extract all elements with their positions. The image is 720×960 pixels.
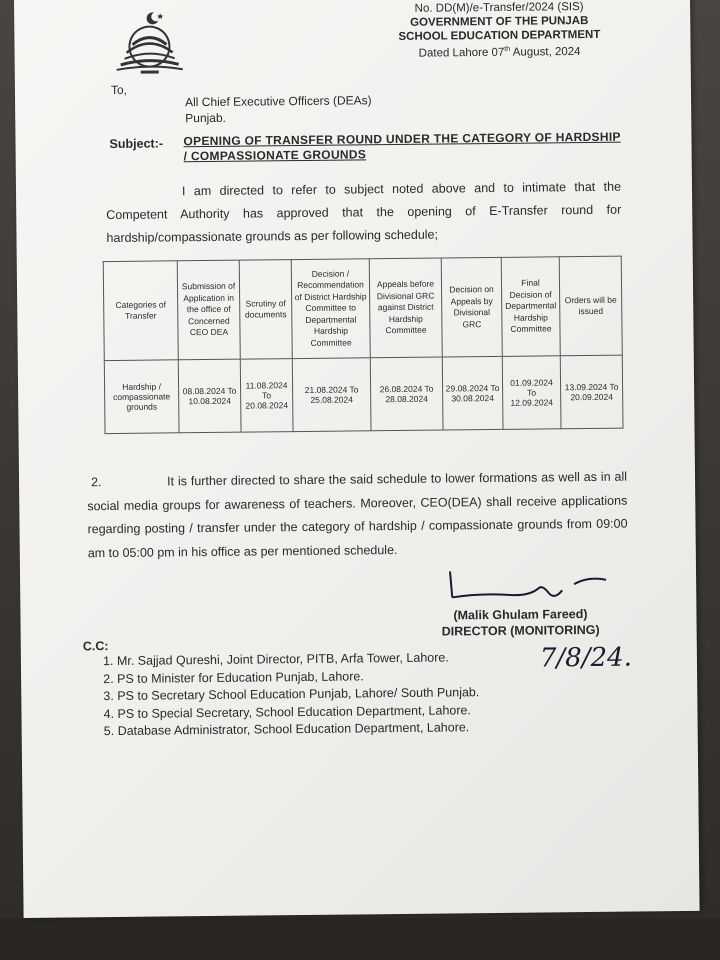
column-header: Decision / Recommendation of District Hardship Committee to Departmental Hardship Committee <box>291 259 370 359</box>
table-cell: 13.09.2024 To 20.09.2024 <box>560 355 623 429</box>
cc-label: C.C: <box>82 639 109 654</box>
table-cell: Hardship / compassionate grounds <box>104 360 179 434</box>
letter-date: Dated Lahore 07th August, 2024 <box>418 45 581 60</box>
signature-mark <box>438 566 618 608</box>
table-row <box>104 355 623 433</box>
subject-label: Subject:- <box>109 136 164 152</box>
column-header: Decision on Appeals by Divisional GRC <box>441 257 502 357</box>
to-label: To, <box>110 82 128 97</box>
addressee <box>185 92 372 126</box>
column-header: Categories of Transfer <box>103 261 178 361</box>
letter-header <box>374 0 625 61</box>
column-header: Final Decision of Departmental Hardship Committee <box>501 257 560 357</box>
column-header: Orders will be issued <box>559 256 622 356</box>
desk-surface <box>0 918 720 960</box>
list-item: 5. Database Administrator, School Education Department, Lahore. <box>118 718 638 741</box>
list-item: 1. Mr. Sajjad Qureshi, Joint Director, PITB, Arfa Tower, Lahore. <box>117 648 637 671</box>
subject-text: OPENING OF TRANSFER ROUND UNDER THE CATEGORY OF HARDSHIP / COMPASSIONATE GROUNDS <box>183 129 621 164</box>
list-item: 3. PS to Secretary School Education Punjab, Lahore/ South Punjab. <box>117 683 637 706</box>
table-cell: 21.08.2024 To 25.08.2024 <box>292 358 371 432</box>
schedule-table <box>103 256 624 434</box>
paragraph-1: I am directed to refer to subject noted above and to intimate that the Competent Authority has approved that the opening of E-Transfer round for hardship/compassionate grounds as per following schedule; <box>106 179 622 246</box>
list-item: 4. PS to Special Secretary, School Education Department, Lahore. <box>117 700 637 723</box>
government-name: GOVERNMENT OF THE PUNJAB <box>410 14 589 29</box>
reference-number: No. DD(M)/e-Transfer/2024 (SIS) <box>414 1 584 15</box>
table-header-row <box>103 256 622 360</box>
table-cell: 01.09.2024 To 12.09.2024 <box>502 356 561 430</box>
table-cell: 11.08.2024 To 20.08.2024 <box>240 359 293 433</box>
table-cell: 26.08.2024 To 28.08.2024 <box>370 357 443 431</box>
column-header: Appeals before Divisional GRC against District Hardship Committee <box>369 258 442 358</box>
paragraph-2 <box>87 466 628 566</box>
department-name: SCHOOL EDUCATION DEPARTMENT <box>398 28 601 43</box>
paragraph-2-number: 2. <box>90 475 102 490</box>
paragraph-2-text: It is further directed to share the said schedule to lower formations as well as in all social media groups for awareness of teachers. Moreover, CEO(DEA) shall receive applications regarding posting / transfer under the category of hardship / compassionate grounds from 09:00 am to 05:00 pm in his office as per mentioned schedule. <box>87 469 628 560</box>
handwritten-date-text: 7/8/24. <box>539 642 633 674</box>
column-header: Submission of Application in the office of Concerned CEO DEA <box>177 260 240 360</box>
table-cell: 08.08.2024 To 10.08.2024 <box>178 359 241 433</box>
addressee-line-1: All Chief Executive Officers (DEAs) <box>185 93 372 110</box>
letter-page <box>14 0 700 918</box>
list-item: 2. PS to Minister for Education Punjab, Lahore. <box>117 665 637 688</box>
addressee-line-2: Punjab. <box>185 110 227 126</box>
cc-list <box>81 648 638 741</box>
signer-name: (Malik Ghulam Fareed) <box>453 607 588 623</box>
table-cell: 29.08.2024 To 30.08.2024 <box>442 356 503 430</box>
column-header: Scrutiny of documents <box>239 260 292 360</box>
punjab-government-emblem-icon <box>110 6 189 75</box>
signer-title: DIRECTOR (MONITORING) <box>441 622 600 639</box>
